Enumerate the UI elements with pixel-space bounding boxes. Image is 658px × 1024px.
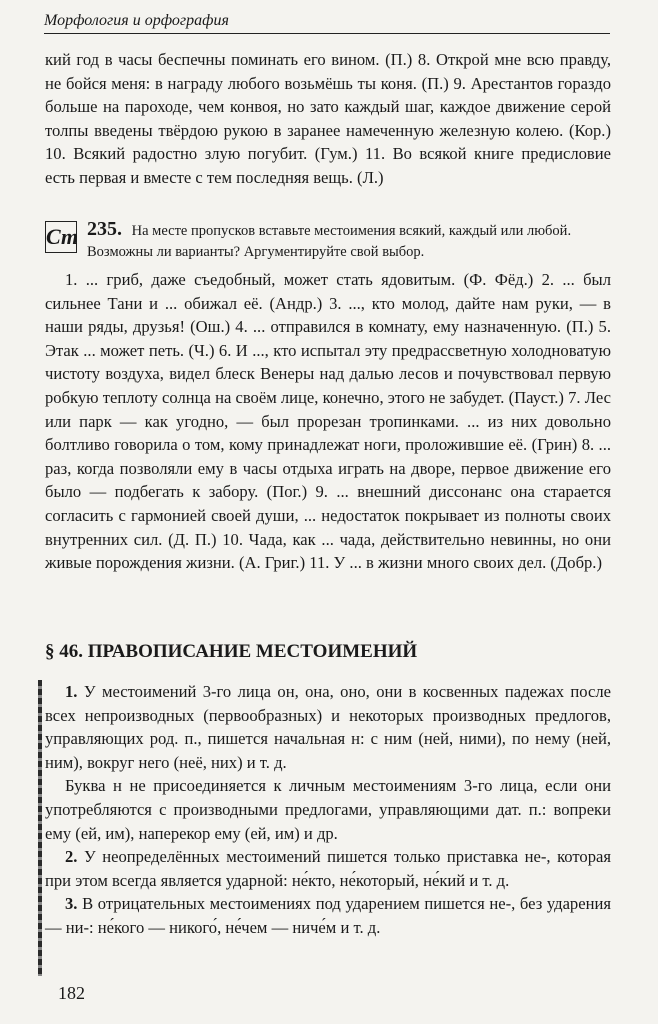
rule-1-number: 1.	[65, 682, 78, 701]
rule-3-number: 3.	[65, 894, 78, 914]
rule-2-number: 2.	[65, 847, 78, 867]
rule-1b-text: Буква н не присоединяется к личным местоимениям 3-го лица, если они употребляются с производными предлогами, управляющими дат. п.: вопреки ему (ей, им), наперекор ему (ей, им) и др.	[45, 776, 611, 843]
rule-2	[45, 845, 611, 892]
rule-1-text: У местоимений 3-го лица он, она, оно, они в косвенных падежах после всех непроизводных (первообразных) и некоторых производных предлогов, управляющих род. п., пишется начальная н: с ним (ней, ними), по нему (ней, ним), вокруг него (неё, них) и т. д.	[45, 682, 611, 772]
rule-1b	[45, 774, 611, 845]
rule-3	[45, 892, 611, 939]
exercise-text: 1. ... гриб, даже съедобный, может стать ядовитым. (Ф. Фёд.) 2. ... был сильнее Тани и ... обижал её. (Андр.) 3. ..., кто молод, дайте нам руки, — в наши ряды, друзья! (Ош.) 4. ... отправился в комнату, ему назначенную. (П.) 5. Этак ... может петь. (Ч.) 6. И ..., кто испытал эту предрассветную холодноватую чистоту воздуха, видел блеск Венеры над далью лесов и почувствовал первую робкую теплоту солнца на своём лице, конечно, этого не забудет. (Пауст.) 7. Лес или парк — как угодно, — был прорезан тропинками. ... из них довольно болтливо говорила о том, кому принадлежат ноги, проложившие её. (Грин) 8. ... раз, когда позволяли ему в часы отдыха играть на дворе, первое движение его было — подбегать к забору. (Пог.) 9. ... внешний диссонанс она старается согласить с гармонией своей души, ... недостаток покрывает из полноты своих внутренних сил. (Д. П.) 10. Чада, как ... чада, действительно невинны, но они живые порождения жизни. (А. Григ.) 11. У ... в жизни много своих дел. (Добр.)	[45, 270, 611, 573]
top-paragraph-text: кий год в часы беспечны поминать его вином. (П.) 8. Открой мне всю правду, не бойся меня: в награду любого возьмёшь ты коня. (П.) 9. Арестантов гораздо больше на пароходе, чем конвоя, но зато каждый шаг, каждое движение серой толпы введены твёрдою рукою в заранее намеченную железную колею. (Кор.) 10. Всякий радостно злую погубит. (Гум.) 11. Во всякой книге предисловие есть первая и вместе с тем последняя вещь. (Л.)	[45, 50, 611, 187]
page-number: 182	[58, 983, 85, 1003]
exercise-header	[45, 219, 611, 263]
exercise-instruction: На месте пропусков вставьте местоимения всякий, каждый или любой. Возможны ли варианты? Аргументируйте свой выбор.	[87, 223, 572, 260]
top-paragraph	[45, 48, 611, 190]
exercise-style-icon: Ст	[45, 221, 77, 253]
rule-3-text: В отрицательных местоимениях под ударением пишется не-, без ударения — ни-: не́кого — никого́, не́чем — ниче́м и т. д.	[45, 894, 611, 937]
rule-1	[45, 680, 611, 774]
rule-2-text: У неопределённых местоимений пишется только приставка не-, которая при этом всегда является ударной: не́кто, не́который, не́кий и т. д.	[45, 847, 611, 890]
exercise-body	[45, 268, 611, 575]
rule-margin-bar	[38, 680, 42, 976]
rules-block	[45, 680, 611, 940]
running-header	[44, 12, 610, 34]
section-title: § 46. ПРАВОПИСАНИЕ МЕСТОИМЕНИЙ	[45, 641, 418, 662]
header-title: Морфология и орфография	[44, 12, 229, 29]
exercise-number: 235.	[87, 218, 122, 240]
